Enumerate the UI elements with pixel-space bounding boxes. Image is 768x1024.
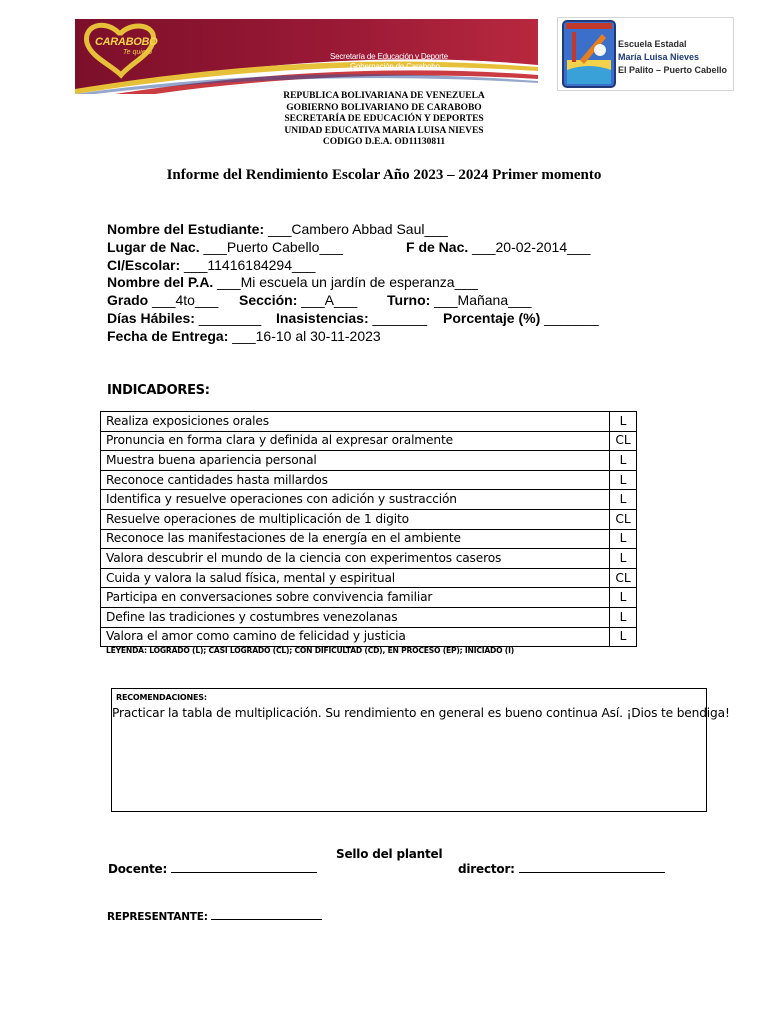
- porcentaje-label: Porcentaje (%): [443, 310, 541, 326]
- school-name-line2: María Luisa Nieves: [618, 52, 700, 62]
- turno-row: [387, 291, 531, 309]
- indicadores-title: INDICADORES:: [107, 383, 210, 398]
- inasistencias-value: _______: [372, 310, 428, 326]
- indicator-grade: CL: [610, 568, 637, 588]
- header-line: REPUBLICA BOLIVARIANA DE VENEZUELA: [283, 91, 485, 101]
- grado-label: Grado: [107, 292, 149, 308]
- seccion-value: ___A___: [301, 292, 358, 308]
- pa-value: ___Mi escuela un jardín de esperanza___: [217, 274, 478, 290]
- banner-logo-text: CARABOBO: [95, 36, 158, 48]
- banner-logo-tagline: Te quiero: [123, 49, 152, 56]
- indicator-row: [101, 470, 637, 490]
- recommendations-box: [111, 688, 730, 812]
- indicator-grade: CL: [610, 431, 637, 451]
- turno-label: Turno:: [387, 292, 431, 308]
- indicator-row: [101, 431, 637, 451]
- school-name: [618, 38, 727, 77]
- indicator-text: Participa en conversaciones sobre convivencia familiar: [101, 588, 610, 608]
- indicator-text: Realiza exposiciones orales: [101, 412, 610, 432]
- fecha-label: Fecha de Entrega:: [107, 328, 229, 344]
- porcentaje-row: [443, 309, 599, 327]
- indicator-grade: L: [610, 451, 637, 471]
- indicator-text: Muestra buena apariencia personal: [101, 451, 610, 471]
- fecha-row: [107, 327, 381, 345]
- report-title: Informe del Rendimiento Escolar Año 2023 – 2024 Primer momento: [166, 167, 602, 183]
- porcentaje-value: _______: [544, 310, 599, 326]
- indicator-grade: CL: [610, 509, 637, 529]
- inasistencias-label: Inasistencias:: [276, 310, 369, 326]
- representante-label: REPRESENTANTE:: [107, 911, 208, 923]
- indicator-grade: L: [610, 607, 637, 627]
- dias-row: [107, 309, 261, 327]
- student-name-value: ___Cambero Abbad Saul___: [268, 221, 448, 237]
- inasistencias-row: [276, 309, 427, 327]
- ci-value: ___11416184294___: [184, 257, 316, 273]
- director-label: director:: [458, 862, 515, 876]
- indicator-grade: L: [610, 529, 637, 549]
- indicators-table: [100, 411, 637, 647]
- indicator-row: [101, 627, 637, 647]
- sello-label: Sello del plantel: [336, 847, 443, 861]
- indicator-grade: L: [610, 490, 637, 510]
- indicator-row: [101, 509, 637, 529]
- recommendations-text: Practicar la tabla de multiplicación. Su rendimiento en general es bueno continua Así. ¡Dios te bendiga!: [112, 706, 730, 720]
- fecha-value: ___16-10 al 30-11-2023: [232, 328, 381, 344]
- director-signature: [458, 862, 665, 876]
- institution-header: [230, 91, 538, 149]
- header-line: CODIGO D.E.A. OD11130811: [322, 137, 446, 148]
- indicator-text: Reconoce cantidades hasta millardos: [101, 470, 610, 490]
- docente-signature-line: [171, 872, 317, 873]
- ci-label: CI/Escolar:: [107, 257, 181, 273]
- indicator-text: Pronuncia en forma clara y definida al expresar oralmente: [101, 431, 610, 451]
- ci-row: [107, 256, 315, 274]
- indicator-row: [101, 451, 637, 471]
- indicator-grade: L: [610, 470, 637, 490]
- school-emblem-icon: [562, 20, 616, 88]
- indicator-grade: L: [610, 588, 637, 608]
- docente-signature: [108, 862, 317, 876]
- birthplace-row: [107, 238, 343, 256]
- student-name-row: [107, 220, 448, 238]
- indicator-row: [101, 588, 637, 608]
- carabobo-banner: [75, 19, 538, 94]
- birthplace-label: Lugar de Nac.: [107, 239, 200, 255]
- grado-value: ___4to___: [152, 292, 219, 308]
- docente-label: Docente:: [108, 862, 168, 876]
- indicator-grade: L: [610, 412, 637, 432]
- indicator-text: Resuelve operaciones de multiplicación de 1 digito: [101, 509, 610, 529]
- banner-gobernacion: Gobernación de Carabobo: [350, 62, 440, 71]
- recommendations-title: RECOMENDACIONES:: [116, 693, 207, 702]
- header-line: UNIDAD EDUCATIVA MARIA LUISA NIEVES: [284, 125, 484, 136]
- indicator-text: Valora descubrir el mundo de la ciencia con experimentos caseros: [101, 549, 610, 569]
- banner-secretaria: Secretaría de Educación y Deporte: [330, 52, 448, 61]
- indicator-row: [101, 490, 637, 510]
- turno-value: ___Mañana___: [434, 292, 532, 308]
- carabobo-banner-graphic: [75, 19, 538, 94]
- indicator-text: Identifica y resuelve operaciones con adición y sustracción: [101, 490, 610, 510]
- dias-label: Días Hábiles:: [107, 310, 195, 326]
- birthdate-label: F de Nac.: [406, 239, 469, 255]
- birthdate-value: ___20-02-2014___: [472, 239, 591, 255]
- indicator-row: [101, 568, 637, 588]
- indicator-row: [101, 529, 637, 549]
- indicator-row: [101, 549, 637, 569]
- student-name-label: Nombre del Estudiante:: [107, 221, 265, 237]
- representante-signature: [107, 911, 322, 923]
- indicator-grade: L: [610, 627, 637, 647]
- representante-signature-line: [211, 919, 322, 920]
- indicator-text: Cuida y valora la salud física, mental y espiritual: [101, 568, 610, 588]
- birthplace-value: ___Puerto Cabello___: [203, 239, 343, 255]
- header-line: SECRETARÍA DE EDUCACIÓN Y DEPORTES: [284, 114, 484, 125]
- director-signature-line: [519, 872, 665, 873]
- indicator-grade: L: [610, 549, 637, 569]
- grado-row: [107, 291, 218, 309]
- indicator-text: Reconoce las manifestaciones de la energía en el ambiente: [101, 529, 610, 549]
- seccion-label: Sección:: [239, 292, 298, 308]
- indicator-text: Valora el amor como camino de felicidad y justicia: [101, 627, 610, 647]
- indicator-row: [101, 607, 637, 627]
- school-name-line3: El Palito – Puerto Cabello: [618, 65, 728, 75]
- pa-label: Nombre del P.A.: [107, 274, 214, 290]
- pa-row: [107, 273, 478, 291]
- dias-value: ________: [198, 310, 262, 326]
- indicator-row: [101, 412, 637, 432]
- seccion-row: [239, 291, 357, 309]
- legend: LEYENDA: LOGRADO (L); CASI LOGRADO (CL); CON DIFICULTAD (CD), EN PROCESO (EP); INICIADO (I): [106, 646, 514, 655]
- indicator-text: Define las tradiciones y costumbres venezolanas: [101, 607, 610, 627]
- school-logo: [557, 17, 734, 91]
- school-name-line1: Escuela Estadal: [618, 39, 687, 49]
- header-line: GOBIERNO BOLIVARIANO DE CARABOBO: [286, 102, 482, 113]
- birthdate-row: [406, 238, 590, 256]
